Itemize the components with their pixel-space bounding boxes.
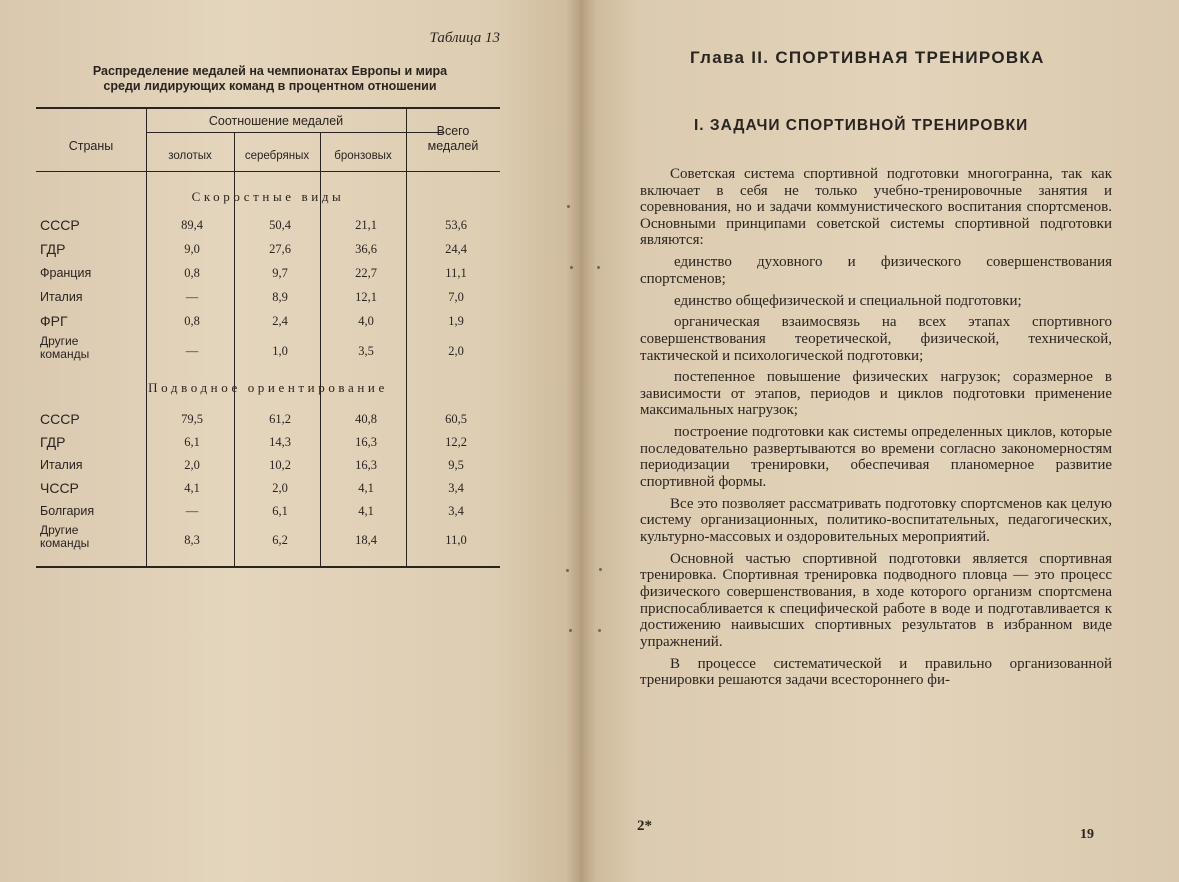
gold-cell: —	[185, 344, 199, 358]
country-cell: ЧССР	[40, 480, 79, 496]
table-row	[36, 430, 500, 454]
bronze-cell: 12,1	[355, 290, 377, 304]
bronze-cell: 4,1	[358, 481, 374, 495]
table-caption-line: среди лидирующих команд в процентном отношении	[103, 79, 437, 93]
table-row	[36, 333, 500, 369]
table-row	[36, 309, 500, 333]
silver-cell: 10,2	[269, 458, 291, 472]
bronze-cell: 16,3	[355, 435, 377, 449]
country-cell: Франция	[40, 266, 92, 280]
table-row	[36, 237, 500, 261]
country-cell: Италия	[40, 458, 83, 472]
table-rule	[406, 109, 407, 171]
total-cell: 9,5	[448, 458, 464, 472]
table-number: Таблица 13	[429, 30, 500, 46]
gold-cell: 4,1	[184, 481, 200, 495]
medal-distribution-table	[36, 107, 500, 568]
table-caption-line: Распределение медалей на чемпионатах Европы и мира	[92, 64, 448, 78]
paper-speck	[566, 569, 569, 572]
silver-cell: 50,4	[269, 218, 291, 232]
country-cell: ФРГ	[40, 313, 68, 329]
principle-item: построение подготовки как системы определенных циклов, которые последовательно развертываются во времени согласно закономерностям периодизации тренировки, обеспечивая планомерное развитие спортивной формы.	[640, 424, 1112, 491]
silver-cell: 9,7	[272, 266, 288, 280]
country-cell: ГДР	[40, 241, 66, 257]
paper-speck	[570, 266, 573, 269]
gold-cell: 9,0	[184, 242, 200, 256]
book-gutter	[566, 0, 596, 882]
table-row	[36, 453, 500, 477]
bronze-cell: 36,6	[355, 242, 377, 256]
bronze-cell: 18,4	[355, 533, 377, 547]
principle-item: постепенное повышение физических нагрузок; соразмерное в зависимости от этапов, периодов и циклов подготовки применение максимальных нагрузок;	[640, 369, 1112, 419]
table-row	[36, 499, 500, 523]
silver-cell: 1,0	[272, 344, 288, 358]
paper-speck	[567, 205, 570, 208]
gold-cell: 89,4	[181, 218, 203, 232]
header-total: Всего медалей	[427, 124, 479, 153]
paragraph: Основной частью спортивной подготовки является спортивная тренировка. Спортивная тренировка подводного пловца — это процесс физического совершенствования, в ходе которого организм спортсмена приспосабливается к специфической работе в воде и подготавливается к достижению наивысших спортивных результатов в избранном виде упражнений.	[640, 550, 1112, 650]
table-row	[36, 261, 500, 285]
gold-cell: —	[185, 290, 199, 304]
principle-item: единство общефизической и специальной подготовки;	[674, 292, 1022, 309]
silver-cell: 6,2	[272, 533, 288, 547]
bronze-cell: 3,5	[358, 344, 374, 358]
signature-mark: 2*	[637, 818, 652, 834]
total-cell: 53,6	[445, 218, 467, 232]
paragraph: В процессе систематической и правильно организованной тренировки решаются задачи всестороннего фи-	[640, 655, 1112, 689]
gold-cell: 2,0	[184, 458, 200, 472]
gold-cell: —	[185, 504, 199, 518]
total-cell: 11,1	[445, 266, 467, 280]
total-cell: 24,4	[445, 242, 467, 256]
header-bronze: бронзовых	[334, 150, 392, 162]
chapter-heading: Глава II. СПОРТИВНАЯ ТРЕНИРОВКА	[690, 48, 1045, 67]
bronze-cell: 4,1	[358, 504, 374, 518]
gold-cell: 8,3	[184, 533, 200, 547]
table-row	[36, 522, 500, 558]
country-cell: СССР	[40, 411, 80, 427]
total-cell: 60,5	[445, 412, 467, 426]
bronze-cell: 4,0	[358, 314, 374, 328]
country-cell: Италия	[40, 290, 83, 304]
total-cell: 3,4	[448, 504, 464, 518]
country-cell: Другие команды	[40, 523, 90, 550]
section-title-orienteering: Подводное ориентирование	[148, 380, 388, 395]
body-text	[640, 166, 1112, 694]
header-gold: золотых	[168, 150, 212, 162]
silver-cell: 27,6	[269, 242, 291, 256]
country-cell: Другие команды	[40, 334, 90, 361]
total-cell: 11,0	[445, 533, 467, 547]
table-row	[36, 407, 500, 431]
paragraph: Все это позволяет рассматривать подготовку спортсменов как целую систему организационных, политико-воспитательных, педагогических, культурно-массовых и оздоровительных мероприятий.	[640, 495, 1112, 545]
paper-speck	[598, 629, 601, 632]
table-caption	[40, 64, 500, 94]
paragraph: Советская система спортивной подготовки многогранна, так как включает в себя не только учебно-тренировочные занятия и соревнования, но и задачи коммунистического воспитания спортсменов. Основными принципами советской системы спортивной подготовки являются:	[640, 166, 1112, 249]
gold-cell: 0,8	[184, 314, 200, 328]
gold-cell: 0,8	[184, 266, 200, 280]
total-cell: 7,0	[448, 290, 464, 304]
silver-cell: 6,1	[272, 504, 288, 518]
bronze-cell: 22,7	[355, 266, 377, 280]
table-row	[36, 285, 500, 309]
total-cell: 1,9	[448, 314, 464, 328]
table-rule	[36, 171, 500, 172]
page-number: 19	[1080, 827, 1094, 842]
silver-cell: 61,2	[269, 412, 291, 426]
silver-cell: 8,9	[272, 290, 288, 304]
country-cell: Болгария	[40, 504, 95, 518]
header-silver: серебряных	[244, 150, 310, 162]
silver-cell: 2,4	[272, 314, 288, 328]
total-cell: 3,4	[448, 481, 464, 495]
table-row	[36, 213, 500, 237]
paper-speck	[569, 629, 572, 632]
bronze-cell: 40,8	[355, 412, 377, 426]
silver-cell: 2,0	[272, 481, 288, 495]
principle-item: органическая взаимосвязь на всех этапах спортивного совершенствования теоретической, физической, технической, тактической и психологической подготовки;	[640, 314, 1112, 364]
country-cell: СССР	[40, 217, 80, 233]
table-row	[36, 476, 500, 500]
gold-cell: 6,1	[184, 435, 200, 449]
paper-speck	[599, 568, 602, 571]
principle-item: единство духовного и физического совершенствования спортсменов;	[640, 254, 1112, 287]
section-heading: I. ЗАДАЧИ СПОРТИВНОЙ ТРЕНИРОВКИ	[694, 117, 1029, 134]
bronze-cell: 16,3	[355, 458, 377, 472]
bronze-cell: 21,1	[355, 218, 377, 232]
section-title-speed: Скоростные виды	[191, 189, 345, 204]
header-countries: Страны	[68, 139, 114, 153]
total-cell: 12,2	[445, 435, 467, 449]
total-cell: 2,0	[448, 344, 464, 358]
table-rule	[146, 132, 444, 133]
paper-speck	[597, 266, 600, 269]
silver-cell: 14,3	[269, 435, 291, 449]
gold-cell: 79,5	[181, 412, 203, 426]
header-medal-ratio: Соотношение медалей	[208, 114, 344, 128]
country-cell: ГДР	[40, 434, 66, 450]
